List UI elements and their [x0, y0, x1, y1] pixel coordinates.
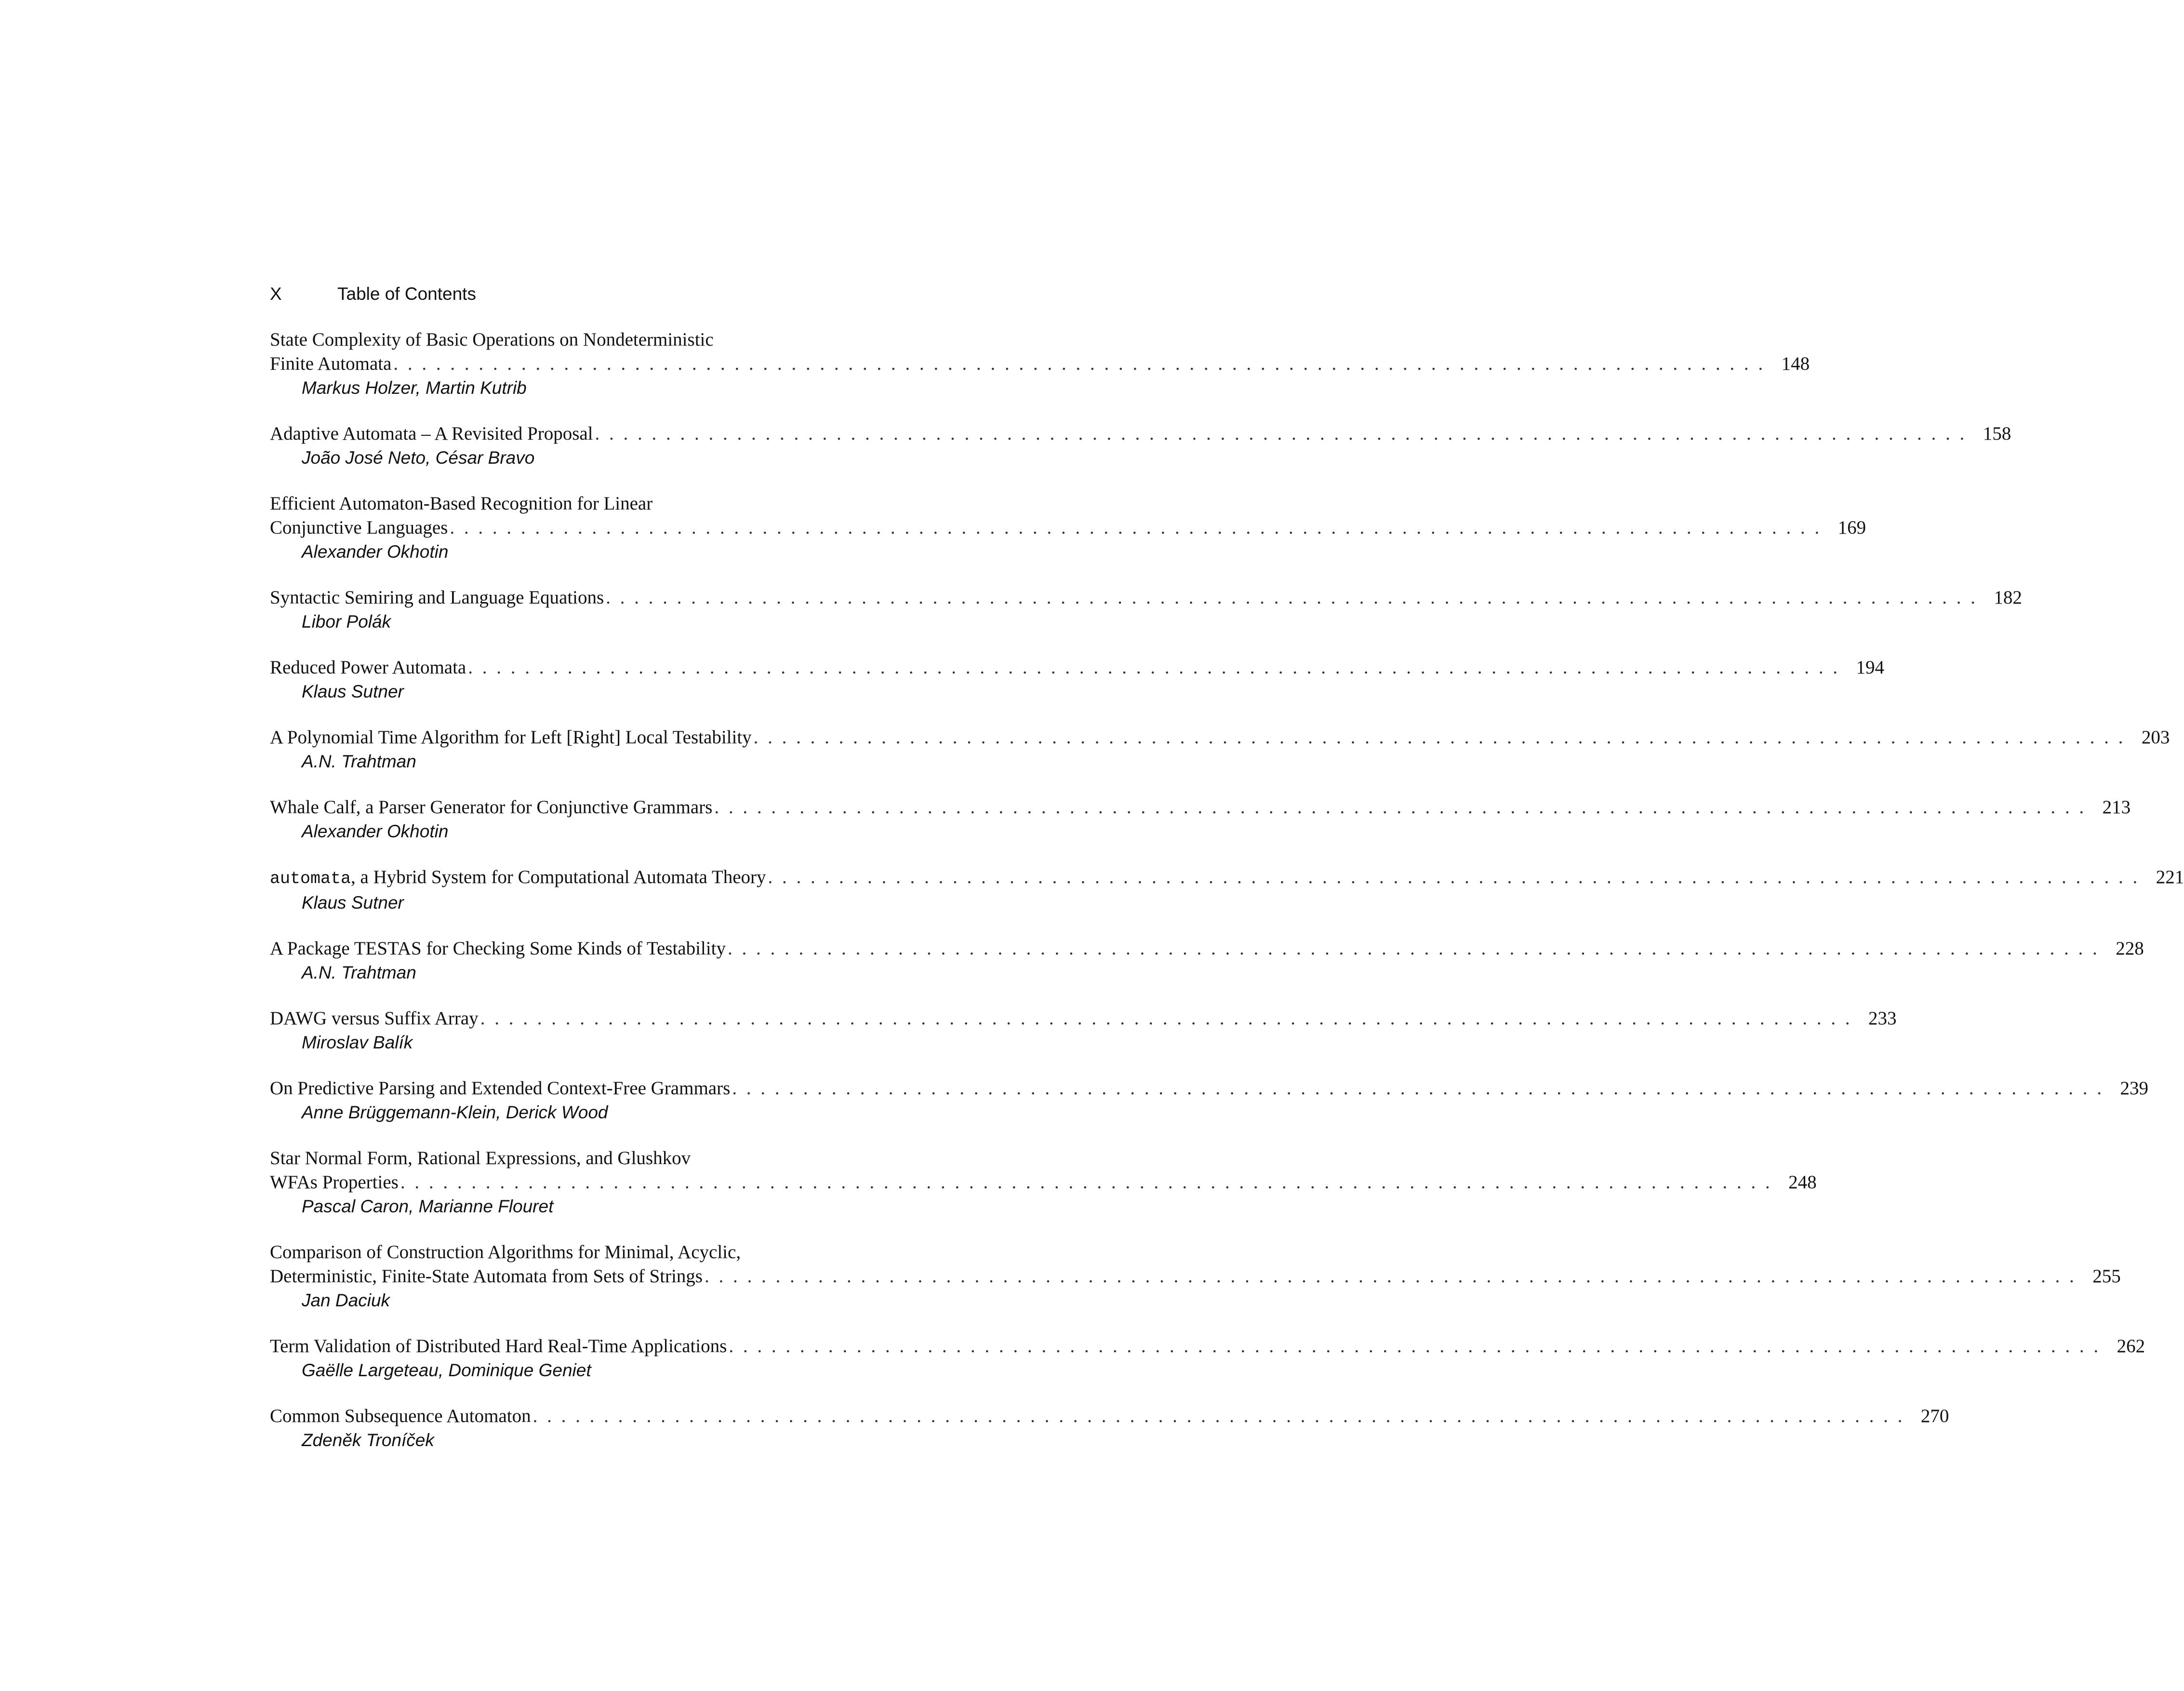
entry-authors: Klaus Sutner — [302, 893, 404, 913]
dot-leader: . . . . . . . . . . . . . . . . . . . . . . . . . . . . . . . . . . . . . . . . . . . . . . . . . . . . . . . . . . . . . . . . . . . . . . . . . . . . . . . . . . . . . . . . . . . . . . . . . — [468, 657, 1840, 678]
entry-title: A Package TESTAS for Checking Some Kinds of Testability — [270, 938, 726, 959]
entry-title: WFAs Properties — [270, 1172, 399, 1193]
entry-title: On Predictive Parsing and Extended Context-Free Grammars — [270, 1078, 731, 1099]
toc-entry — [270, 865, 2184, 915]
entry-title: Whale Calf, a Parser Generator for Conjunctive Grammars — [270, 797, 713, 818]
toc-entry — [270, 1404, 1949, 1452]
entry-title: Term Validation of Distributed Hard Real-Time Applications — [270, 1336, 727, 1356]
entry-title-last-line — [270, 1170, 1817, 1194]
dot-leader: . . . . . . . . . . . . . . . . . . . . . . . . . . . . . . . . . . . . . . . . . . . . . . . . . . . . . . . . . . . . . . . . . . . . . . . . . . . . . . . . . . . . . . . . . . . . . . . . . — [480, 1008, 1852, 1029]
entry-page-number: 255 — [2092, 1266, 2121, 1287]
entry-title — [270, 865, 766, 891]
toc-entry — [270, 795, 2131, 844]
table-of-contents — [270, 328, 2184, 1452]
entry-title: Finite Automata — [270, 353, 392, 374]
entry-page-number: 228 — [2116, 938, 2144, 959]
toc-entry — [270, 725, 2170, 774]
entry-title-last-line — [270, 1264, 2121, 1288]
toc-entry — [270, 1146, 1817, 1219]
entry-authors: Pascal Caron, Marianne Flouret — [302, 1196, 554, 1216]
entry-title-text: , a Hybrid System for Computational Automata Theory — [351, 867, 766, 887]
entry-authors: Alexander Okhotin — [302, 542, 449, 562]
entry-page-number: 203 — [2141, 727, 2170, 748]
running-head — [270, 280, 969, 309]
running-title: Table of Contents — [337, 284, 476, 304]
dot-leader: . . . . . . . . . . . . . . . . . . . . . . . . . . . . . . . . . . . . . . . . . . . . . . . . . . . . . . . . . . . . . . . . . . . . . . . . . . . . . . . . . . . . . . . . . . . . . . . . . — [729, 1336, 2101, 1356]
entry-page-number: 248 — [1788, 1172, 1817, 1193]
dot-leader: . . . . . . . . . . . . . . . . . . . . . . . . . . . . . . . . . . . . . . . . . . . . . . . . . . . . . . . . . . . . . . . . . . . . . . . . . . . . . . . . . . . . . . . . . . . . . . . . . — [732, 1078, 2104, 1099]
entry-page-number: 148 — [1781, 353, 1810, 374]
entry-title-last-line — [270, 937, 2144, 961]
entry-title-last-line — [270, 352, 1810, 376]
entry-title: Common Subsequence Automaton — [270, 1406, 531, 1426]
entry-title-last-line — [270, 865, 2184, 891]
entry-title-code: automata — [270, 869, 351, 888]
entry-title-last-line — [270, 725, 2170, 750]
entry-authors: Miroslav Balík — [302, 1033, 413, 1052]
entry-title-line: State Complexity of Basic Operations on Nondeterministic — [270, 329, 714, 350]
entry-title-last-line — [270, 795, 2131, 819]
toc-entry — [270, 1240, 2121, 1313]
entry-authors: Libor Polák — [302, 612, 391, 631]
entry-title: Reduced Power Automata — [270, 657, 466, 678]
entry-page-number: 194 — [1856, 657, 1884, 678]
dot-leader: . . . . . . . . . . . . . . . . . . . . . . . . . . . . . . . . . . . . . . . . . . . . . . . . . . . . . . . . . . . . . . . . . . . . . . . . . . . . . . . . . . . . . . . . . . . . . . . . . — [606, 587, 1978, 608]
entry-title: Syntactic Semiring and Language Equations — [270, 587, 604, 608]
toc-entry — [270, 656, 1884, 704]
entry-title-last-line — [270, 586, 2022, 610]
toc-entry — [270, 422, 2011, 470]
entry-authors: A.N. Trahtman — [302, 963, 416, 982]
toc-entry — [270, 937, 2144, 985]
toc-entry — [270, 1334, 2145, 1382]
entry-authors: Markus Holzer, Martin Kutrib — [302, 378, 527, 398]
entry-page-number: 158 — [1983, 423, 2011, 444]
entry-authors: Alexander Okhotin — [302, 821, 449, 841]
entry-page-number: 233 — [1868, 1008, 1897, 1029]
entry-page-number: 270 — [1920, 1406, 1949, 1426]
entry-title: A Polynomial Time Algorithm for Left [Right] Local Testability — [270, 727, 752, 748]
entry-title: Adaptive Automata – A Revisited Proposal — [270, 423, 593, 444]
entry-title-last-line — [270, 422, 2011, 446]
dot-leader: . . . . . . . . . . . . . . . . . . . . . . . . . . . . . . . . . . . . . . . . . . . . . . . . . . . . . . . . . . . . . . . . . . . . . . . . . . . . . . . . . . . . . . . . . . . . . . . . . — [400, 1172, 1772, 1193]
toc-entry — [270, 328, 1810, 400]
dot-leader: . . . . . . . . . . . . . . . . . . . . . . . . . . . . . . . . . . . . . . . . . . . . . . . . . . . . . . . . . . . . . . . . . . . . . . . . . . . . . . . . . . . . . . . . . . . . . . . . . — [714, 797, 2087, 818]
entry-authors: Gaëlle Largeteau, Dominique Geniet — [302, 1360, 591, 1380]
entry-authors: Klaus Sutner — [302, 682, 404, 701]
entry-title-line: Comparison of Construction Algorithms for Minimal, Acyclic, — [270, 1242, 741, 1262]
entry-title-line: Star Normal Form, Rational Expressions, and Glushkov — [270, 1148, 691, 1168]
entry-page-number: 213 — [2102, 797, 2131, 818]
entry-title-last-line — [270, 1007, 1897, 1031]
entry-authors: Anne Brüggemann-Klein, Derick Wood — [302, 1102, 608, 1122]
dot-leader: . . . . . . . . . . . . . . . . . . . . . . . . . . . . . . . . . . . . . . . . . . . . . . . . . . . . . . . . . . . . . . . . . . . . . . . . . . . . . . . . . . . . . . . . . . . . . . . . . — [753, 727, 2126, 748]
entry-title-last-line — [270, 1404, 1949, 1428]
entry-page-number: 169 — [1838, 517, 1866, 538]
toc-entry — [270, 1007, 1897, 1055]
dot-leader: . . . . . . . . . . . . . . . . . . . . . . . . . . . . . . . . . . . . . . . . . . . . . . . . . . . . . . . . . . . . . . . . . . . . . . . . . . . . . . . . . . . . . . . . . . . . . . . . . — [533, 1406, 1905, 1426]
page-number: X — [270, 284, 282, 304]
entry-title-last-line — [270, 516, 1866, 540]
toc-entry — [270, 492, 1866, 564]
entry-page-number: 221 — [2156, 867, 2184, 887]
entry-title-last-line — [270, 656, 1884, 680]
dot-leader: . . . . . . . . . . . . . . . . . . . . . . . . . . . . . . . . . . . . . . . . . . . . . . . . . . . . . . . . . . . . . . . . . . . . . . . . . . . . . . . . . . . . . . . . . . . . . . . . . — [595, 423, 1967, 444]
entry-authors: João José Neto, César Bravo — [302, 448, 535, 468]
dot-leader: . . . . . . . . . . . . . . . . . . . . . . . . . . . . . . . . . . . . . . . . . . . . . . . . . . . . . . . . . . . . . . . . . . . . . . . . . . . . . . . . . . . . . . . . . . . . . . . . . — [393, 353, 1766, 374]
entry-title: Conjunctive Languages — [270, 517, 448, 538]
dot-leader: . . . . . . . . . . . . . . . . . . . . . . . . . . . . . . . . . . . . . . . . . . . . . . . . . . . . . . . . . . . . . . . . . . . . . . . . . . . . . . . . . . . . . . . . . . . . . . . . . — [768, 867, 2140, 887]
entry-page-number: 182 — [1994, 587, 2022, 608]
entry-title-last-line — [270, 1334, 2145, 1358]
entry-authors: Zdeněk Troníček — [302, 1430, 434, 1450]
entry-page-number: 262 — [2117, 1336, 2145, 1356]
dot-leader: . . . . . . . . . . . . . . . . . . . . . . . . . . . . . . . . . . . . . . . . . . . . . . . . . . . . . . . . . . . . . . . . . . . . . . . . . . . . . . . . . . . . . . . . . . . . . . . . . — [704, 1266, 2077, 1287]
entry-title-line: Efficient Automaton-Based Recognition for Linear — [270, 493, 653, 514]
entry-title: DAWG versus Suffix Array — [270, 1008, 479, 1029]
entry-authors: A.N. Trahtman — [302, 752, 416, 771]
entry-page-number: 239 — [2120, 1078, 2149, 1099]
entry-title-last-line — [270, 1076, 2149, 1100]
dot-leader: . . . . . . . . . . . . . . . . . . . . . . . . . . . . . . . . . . . . . . . . . . . . . . . . . . . . . . . . . . . . . . . . . . . . . . . . . . . . . . . . . . . . . . . . . . . . . . . . . — [450, 517, 1822, 538]
toc-entry — [270, 1076, 2149, 1125]
toc-entry — [270, 586, 2022, 634]
entry-authors: Jan Daciuk — [302, 1290, 390, 1310]
entry-title: Deterministic, Finite-State Automata from Sets of Strings — [270, 1266, 703, 1287]
book-page — [270, 280, 2184, 1474]
dot-leader: . . . . . . . . . . . . . . . . . . . . . . . . . . . . . . . . . . . . . . . . . . . . . . . . . . . . . . . . . . . . . . . . . . . . . . . . . . . . . . . . . . . . . . . . . . . . . . . . . — [727, 938, 2100, 959]
